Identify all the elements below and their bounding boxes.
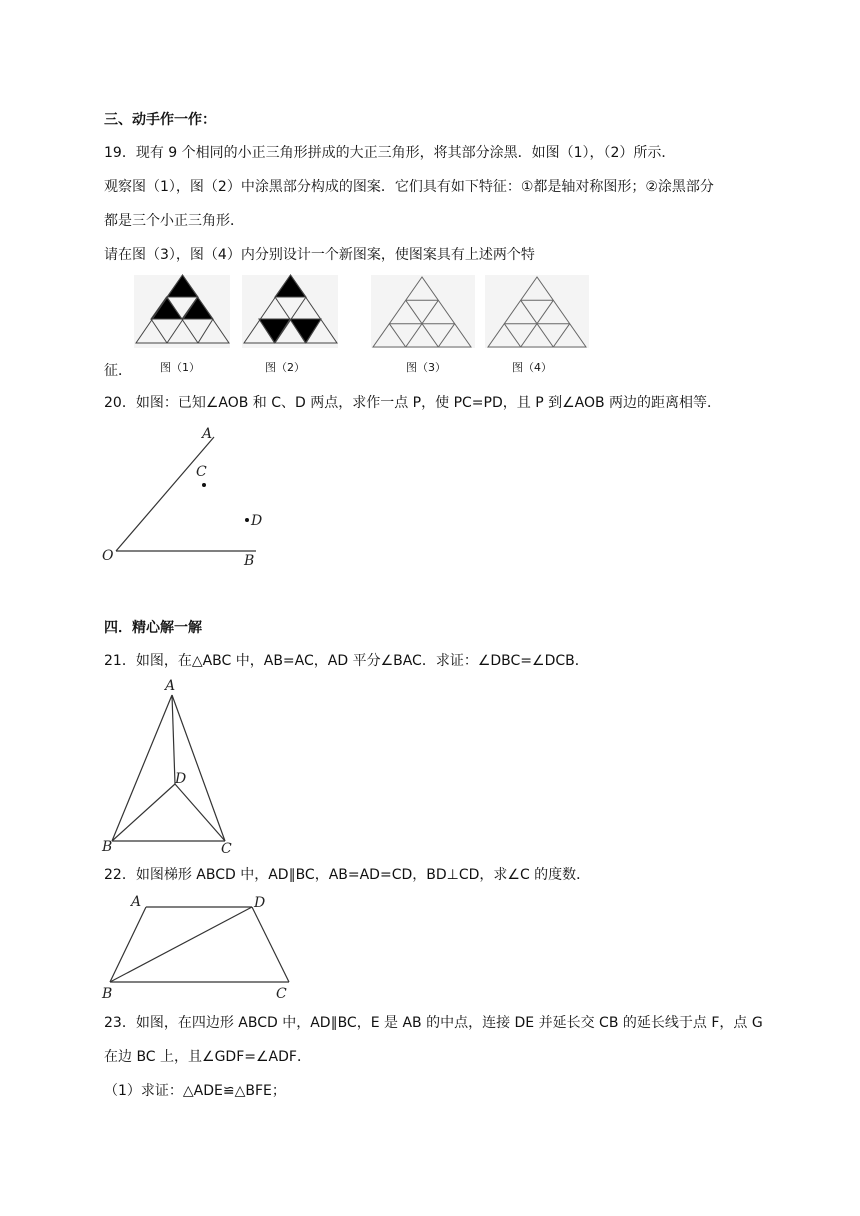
label-A: A <box>202 426 213 442</box>
section-heading-3: 三、动手作一作： <box>104 112 216 128</box>
q23-part1: （1）求证：△ADE≌△BFE； <box>104 1083 286 1099</box>
q20-angle-figure <box>0 420 860 580</box>
q19-text-line1: 19．现有 9 个相同的小正三角形拼成的大正三角形，将其部分涂黑．如图（1），（2）所示． <box>104 145 676 161</box>
q19-text-line2: 观察图（1），图（2）中涂黑部分构成的图案．它们具有如下特征：①都是轴对称图形；②涂黑部分 <box>104 179 714 195</box>
point-D <box>245 518 249 522</box>
label-B: B <box>102 986 113 1002</box>
label-D: D <box>251 513 263 529</box>
q19-figures <box>0 270 860 370</box>
fig4-panel <box>485 275 589 348</box>
section-heading-4: 四．精心解一解 <box>104 620 202 636</box>
label-B: B <box>244 553 255 569</box>
point-C <box>202 483 206 487</box>
fig3-caption: 图（3） <box>406 361 446 374</box>
label-A: A <box>165 678 176 694</box>
label-D: D <box>175 771 187 787</box>
q19-text-line3: 都是三个小正三角形． <box>104 213 244 229</box>
label-D: D <box>254 895 266 911</box>
q21-text: 21．如图，在△ABC 中，AB=AC，AD 平分∠BAC．求证：∠DBC=∠DCB． <box>104 653 589 669</box>
q23-text-line2: 在边 BC 上，且∠GDF=∠ADF． <box>104 1049 311 1065</box>
fig1-caption: 图（1） <box>160 361 200 374</box>
label-C: C <box>196 464 207 480</box>
q19-text-line5: 征． <box>104 363 132 379</box>
ray-OA <box>116 437 214 551</box>
label-O: O <box>102 548 114 564</box>
q21-triangle-figure <box>0 675 860 865</box>
fig3-panel <box>371 275 475 348</box>
q22-trapezoid-figure <box>0 890 860 1010</box>
label-B: B <box>102 839 113 855</box>
label-C: C <box>276 986 287 1002</box>
q19-text-line4: 请在图（3），图（4）内分别设计一个新图案，使图案具有上述两个特 <box>104 247 535 263</box>
fig4-caption: 图（4） <box>512 361 552 374</box>
q20-text: 20．如图：已知∠AOB 和 C、D 两点，求作一点 P，使 PC=PD，且 P 到∠AOB 两边的距离相等． <box>104 395 722 411</box>
label-C: C <box>221 841 232 857</box>
q23-text-line1: 23．如图，在四边形 ABCD 中，AD∥BC，E 是 AB 的中点，连接 DE 并延长交 CB 的延长线于点 F，点 G <box>104 1015 763 1031</box>
label-A: A <box>131 894 142 910</box>
fig2-caption: 图（2） <box>265 361 305 374</box>
q22-text: 22．如图梯形 ABCD 中，AD∥BC，AB=AD=CD，BD⊥CD，求∠C 的度数． <box>104 867 591 883</box>
